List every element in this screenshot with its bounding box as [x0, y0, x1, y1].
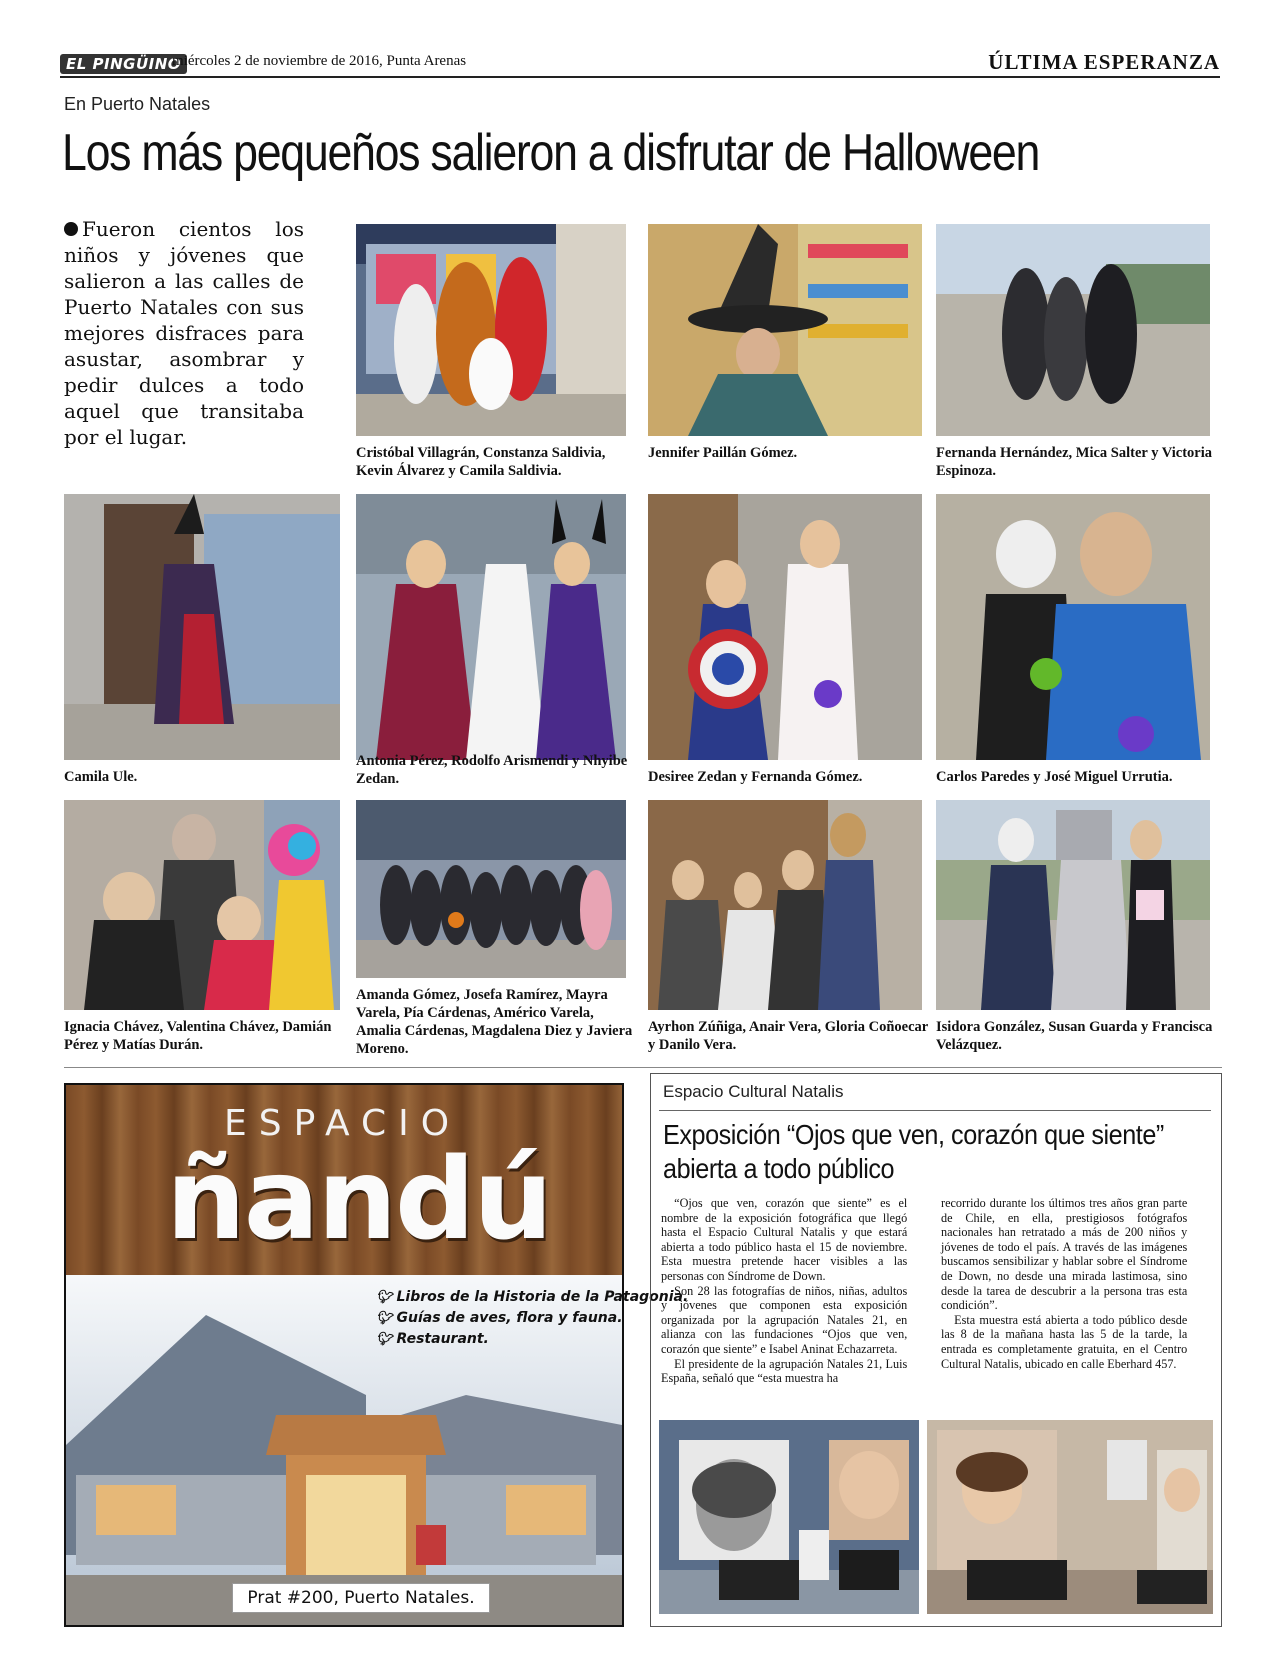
espacio-nandu-ad	[64, 1083, 689, 1627]
ad-item: 🐦︎ Restaurant.	[376, 1329, 688, 1350]
ad-brand-name: ñandú	[166, 1135, 551, 1265]
photo-caption-7: Carlos Paredes y José Miguel Urrutia.	[936, 769, 1173, 785]
photo-caption-5: Antonia Pérez, Rodolfo Arismendi y Nhyibe Zedan.	[356, 753, 628, 787]
ad-address: Prat #200, Puerto Natales.	[232, 1583, 490, 1613]
exhibition-photo-2	[927, 1420, 1213, 1614]
paragraph: recorrido durante los últimos tres años gran parte de Chile, en ella, prestigiosos fotógrafos nacionales han retratado a más de 200 niños y jóvenes de todo el país. A través de las imágenes buscamos sensibilizar y hablar sobre el Síndrome de Down, no desde una mirada lastimosa, sino desde la tarea de descubrir a la persona tras esta condición”.	[941, 1195, 1188, 1313]
photo-caption-8: Ignacia Chávez, Valentina Chávez, Damián Pérez y Matías Durán.	[64, 1019, 332, 1053]
photo-caption-3: Fernanda Hernández, Mica Salter y Victoria Espinoza.	[936, 445, 1212, 479]
paragraph: Esta muestra está abierta a todo público desde las 8 de la mañana hasta las 5 de la tarde, la entrada es completamente gratuita, en el Centro Cultural Natalis, ubicado en calle Eberhard 457.	[941, 1311, 1188, 1371]
photo-halloween-9	[356, 800, 626, 978]
photo-halloween-4	[64, 494, 340, 760]
section-divider	[64, 1067, 1222, 1068]
exhibition-article-box	[650, 1073, 1222, 1627]
box-column-1	[661, 1196, 907, 1386]
paragraph: Son 28 las fotografías de niños, niñas, adultos y jóvenes que componen esta exposición organizada por la agrupación Natales 21, en alianza con las fundaciones “Ojos que ven, corazón que siente” e Isabel Aninat Echazarreta.	[661, 1282, 908, 1356]
photo-halloween-1	[356, 224, 626, 436]
newspaper-logo: EL PINGÜINO	[60, 54, 187, 74]
article-lead	[64, 216, 304, 450]
photo-halloween-6	[648, 494, 922, 760]
ad-item: 🐦︎ Libros de la Historia de la Patagonia.	[376, 1287, 688, 1308]
ad-item: 🐦︎ Guías de aves, flora y fauna.	[376, 1308, 688, 1329]
masthead	[60, 50, 1220, 78]
photo-caption-11: Isidora González, Susan Guarda y Francisca Velázquez.	[936, 1019, 1213, 1053]
photo-caption-4: Camila Ule.	[64, 769, 138, 785]
photo-halloween-5	[356, 494, 626, 760]
article-headline: Los más pequeños salieron a disfrutar de Halloween	[62, 124, 1040, 182]
ad-items-list	[376, 1287, 688, 1350]
photo-caption-10: Ayrhon Zúñiga, Anair Vera, Gloria Coñoecar y Danilo Vera.	[648, 1019, 928, 1053]
lead-text: Fueron cientos los niños y jóvenes que salieron a las calles de Puerto Natales con sus mejores disfraces para asustar, asombrar y pedir dulces a todo aquel que transitaba por el lugar.	[64, 217, 304, 449]
bullet-icon	[64, 222, 78, 236]
box-headline: Exposición “Ojos que ven, corazón que siente” abierta a todo público	[663, 1119, 1164, 1184]
section-title: ÚLTIMA ESPERANZA	[988, 50, 1220, 74]
photo-caption-2: Jennifer Paillán Gómez.	[648, 445, 798, 461]
photo-halloween-3	[936, 224, 1210, 436]
exhibition-photo-1	[659, 1420, 919, 1614]
paragraph: “Ojos que ven, corazón que siente” es el nombre de la exposición fotográfica que llegó hasta el Espacio Cultural Natalis y que estará abierta a todo público hasta el 15 de noviembre. Esta muestra pretende hacer visibles a las personas con Síndrome de Down.	[661, 1195, 908, 1283]
photo-halloween-2	[648, 224, 922, 436]
ostrich-icon: 🐦︎	[376, 1311, 393, 1326]
box-column-2	[941, 1196, 1187, 1371]
photo-caption-6: Desiree Zedan y Fernanda Gómez.	[648, 769, 863, 785]
box-kicker: Espacio Cultural Natalis	[663, 1082, 844, 1101]
dateline: miércoles 2 de noviembre de 2016, Punta Arenas	[172, 53, 467, 69]
paragraph: El presidente de la agrupación Natales 21, Luis España, señaló que “esta muestra ha	[661, 1355, 908, 1386]
ad-espacio-text: ESPACIO	[224, 1103, 462, 1144]
photo-halloween-8	[64, 800, 340, 1010]
photo-caption-1: Cristóbal Villagrán, Constanza Saldivia, Kevin Álvarez y Camila Saldivia.	[356, 445, 606, 479]
photo-halloween-11	[936, 800, 1210, 1010]
ostrich-icon: 🐦︎	[376, 1290, 393, 1305]
photo-caption-9: Amanda Gómez, Josefa Ramírez, Mayra Varela, Pía Cárdenas, Américo Varela, Amalia Cárdenas, Magdalena Diez y Javiera Moreno.	[356, 987, 633, 1057]
photo-halloween-7	[936, 494, 1210, 760]
box-rule	[659, 1110, 1211, 1111]
ostrich-icon: 🐦︎	[376, 1332, 393, 1347]
photo-halloween-10	[648, 800, 922, 1010]
article-kicker: En Puerto Natales	[64, 94, 211, 114]
